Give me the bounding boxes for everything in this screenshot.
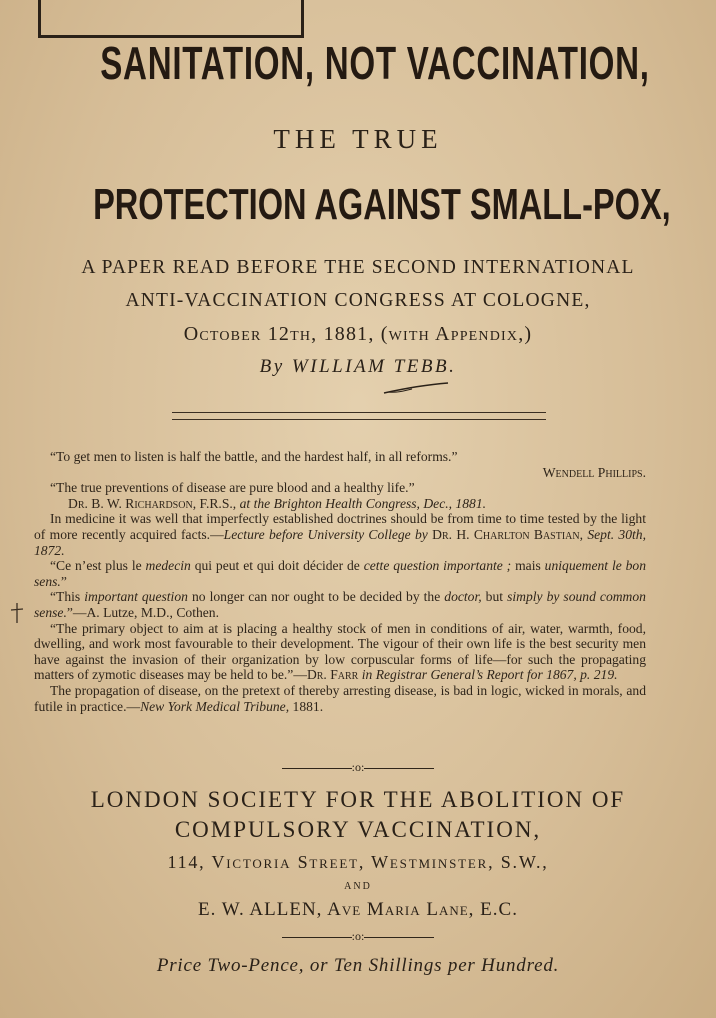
quote-4: “Ce n’est plus le medecin qui peut et qui doit décider de cette question importante ; mais uniquement le bon sens.” (34, 558, 647, 589)
publisher-line-1: LONDON SOCIETY FOR THE ABOLITION OF (90, 787, 626, 812)
publisher-and: AND (344, 881, 372, 892)
quote-3: In medicine it was well that imperfectly established doctrines should be from time to time tested by the light of more recently acquired facts.—Lecture before University College by Dr. H. Charlton Bastian, Sept. 30th, 1872. (34, 511, 646, 558)
author-byline: By WILLIAM TEBB. (259, 356, 457, 377)
quote-7: The propagation of disease, on the pretext of thereby arresting disease, is bad in logic, wicked in morals, and futile in practice.—New York Medical Tribune, 1881. (34, 682, 646, 714)
quote-2-attribution: Dr. B. W. Richardson, F.R.S., at the Brighton Health Congress, Dec., 1881. (68, 495, 487, 511)
marginal-mark (9, 601, 25, 625)
subtitle-date: October 12th, 1881, (with Appendix,) (183, 323, 533, 345)
quote-1: “To get men to listen is half the battle, and the hardest half, in all reforms.” (50, 449, 458, 464)
subtitle-line-2: ANTI-VACCINATION CONGRESS AT COLOGNE, (125, 290, 591, 311)
epigraph-quotes (34, 449, 646, 714)
publisher-allen: E. W. ALLEN, Ave Maria Lane, E.C. (198, 899, 518, 920)
flourish-ornament (382, 381, 452, 395)
quote-6: “The primary object to aim at is placing a healthy stock of men in conditions of air, water, warmth, food, dwelling, and work most favourable to their development. The vigour of their own life is the best security men have against the invasion of their organization by low corpuscular forms of life—for such the propagating matters of zymotic diseases may be held to be.”—Dr. Farr in Registrar General’s Report for 1867, p. 219. (34, 620, 646, 683)
subtitle-line-1: A PAPER READ BEFORE THE SECOND INTERNATIONAL (81, 257, 635, 278)
double-rule (172, 412, 546, 420)
divider-line (364, 937, 434, 938)
quote-1-attribution: Wendell Phillips. (542, 464, 646, 480)
title-protection: PROTECTION AGAINST SMALL-POX, (93, 180, 671, 229)
publisher-address: 114, Victoria Street, Westminster, S.W., (167, 852, 549, 872)
title-connector: THE TRUE (273, 124, 443, 154)
main-title: SANITATION, NOT VACCINATION, (100, 37, 650, 89)
divider-line (282, 768, 352, 769)
stamp-box (38, 0, 304, 38)
quote-5: “This important question no longer can nor ought to be decided by the doctor, but simply by sound common sense.”—A. Lutze, M.D., Cothen. (34, 589, 646, 620)
quote-2: “The true preventions of disease are pure blood and a healthy life.” (50, 480, 415, 496)
divider-line (282, 937, 352, 938)
publisher-line-2: COMPULSORY VACCINATION, (174, 817, 542, 842)
section-divider-2: :o: (0, 929, 716, 944)
price-line: Price Two-Pence, or Ten Shillings per Hundred. (156, 955, 560, 976)
section-divider-1: :o: (0, 760, 716, 775)
divider-line (364, 768, 434, 769)
